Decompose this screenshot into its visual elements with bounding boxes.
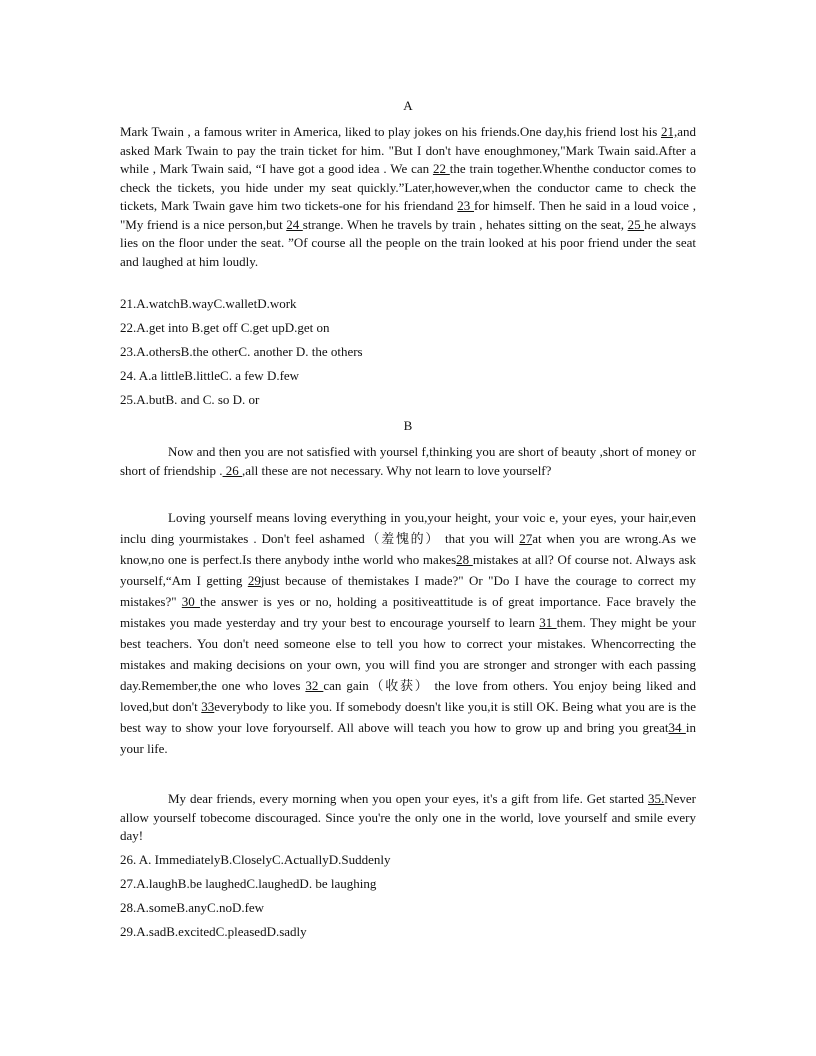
- answer-blank: 21,: [660, 124, 678, 139]
- answer-blank: 32: [305, 678, 324, 693]
- question-26-options: 26. A. ImmediatelyB.CloselyC.ActuallyD.Suddenly: [120, 852, 391, 867]
- section-a-passage: Mark Twain , a famous writer in America, liked to play jokes on his friends.One day,his friend lost his 21,and asked Mark Twain to pay the train ticket for him. "But I don't have enoughmoney,"Mark Twain said.After a while , Mark Twain said, “I have got a good idea . We can 22 the train together.Whenthe conductor comes to check the tickets, you hide under my seat quickly.”Later,however,when the conductor came to check the tickets, Mark Twain gave him two tickets-one for his friendand 23 for himself. Then he said in a loud voice , "My friend is a nice person,but 24 strange. When he travels by train , hehates sitting on the seat, 25 he always lies on the floor under the seat. ”Of course all the people on the train looked at his poor friend under the seat and laughed at him loudly.: [120, 124, 697, 269]
- answer-blank: 33: [201, 699, 215, 714]
- answer-blank: 25: [627, 216, 645, 232]
- answer-blank: 23: [457, 198, 475, 213]
- question-28-options: 28.A.someB.anyC.noD.few: [120, 900, 265, 915]
- answer-blank: 22: [432, 161, 450, 176]
- question-25-options: 25.A.butB. and C. so D. or: [120, 392, 260, 407]
- question-23-options: 23.A.othersB.the otherC. another D. the others: [120, 344, 363, 359]
- question-29-options: 29.A.sadB.excitedC.pleasedD.sadly: [120, 924, 307, 939]
- question-22-options: 22.A.get into B.get off C.get upD.get on: [120, 320, 330, 335]
- section-b-paragraph-3: My dear friends, every morning when you open your eyes, it's a gift from life. Get started 35.Never allow yourself tobecome discouraged. Since you're the only one in the world, love yourself and smile every day!: [120, 791, 696, 843]
- question-21-options: 21.A.watchB.wayC.walletD.work: [120, 296, 297, 311]
- section-a-heading: A: [403, 98, 413, 113]
- answer-blank: 31: [539, 615, 557, 630]
- answer-blank: 28: [456, 552, 473, 567]
- section-b-paragraph-2: Loving yourself means loving everything in you,your height, your voic e, your eyes, your hair,even inclu ding yourmistakes . Don't feel ashamed（羞愧的） that you will 27at when you are wrong.As we know,no one is perfect.Is there anybody inthe world who makes28 mistakes at all? Of course not. Always ask yourself,“Am I getting 29just because of themistakes I made?" Or "Do I have the courage to correct my mistakes?" 30 the answer is yes or no, holding a positiveattitude is of great importance. Face bravely the mistakes you made yesterday and try your best to encourage yourself to learn 31 them. They might be your best teachers. You don't need someone else to tell you how to correct your mistakes. Whencorrecting the mistakes and making decisions on your own, you will find you are stronger and stronger with each passing day.Remember,the one who loves 32 can gain（收获） the love from others. You enjoy being liked and loved,but don't 33everybody to like you. If somebody doesn't like you,it is still OK. Being what you are is the best way to show your love foryourself. All above will teach you how to grow up and bring you great34 in your life.: [120, 510, 697, 756]
- section-b-heading: B: [403, 418, 413, 433]
- answer-blank: 34: [668, 720, 686, 735]
- answer-blank: 29: [247, 573, 261, 588]
- answer-blank: 26: [222, 462, 243, 478]
- section-b-paragraph-1: Now and then you are not satisfied with yoursel f,thinking you are short of beauty ,short of money or short of friendship . 26 ,all these are not necessary. Why not learn to love yourself?: [120, 444, 696, 478]
- question-24-options: 24. A.a littleB.littleC. a few D.few: [120, 368, 300, 383]
- answer-blank: 24: [286, 216, 303, 232]
- answer-blank: 30: [181, 594, 200, 609]
- answer-blank: 27: [519, 531, 533, 546]
- answer-blank: 35.: [647, 791, 665, 806]
- question-27-options: 27.A.laughB.be laughedC.laughedD. be laughing: [120, 876, 377, 891]
